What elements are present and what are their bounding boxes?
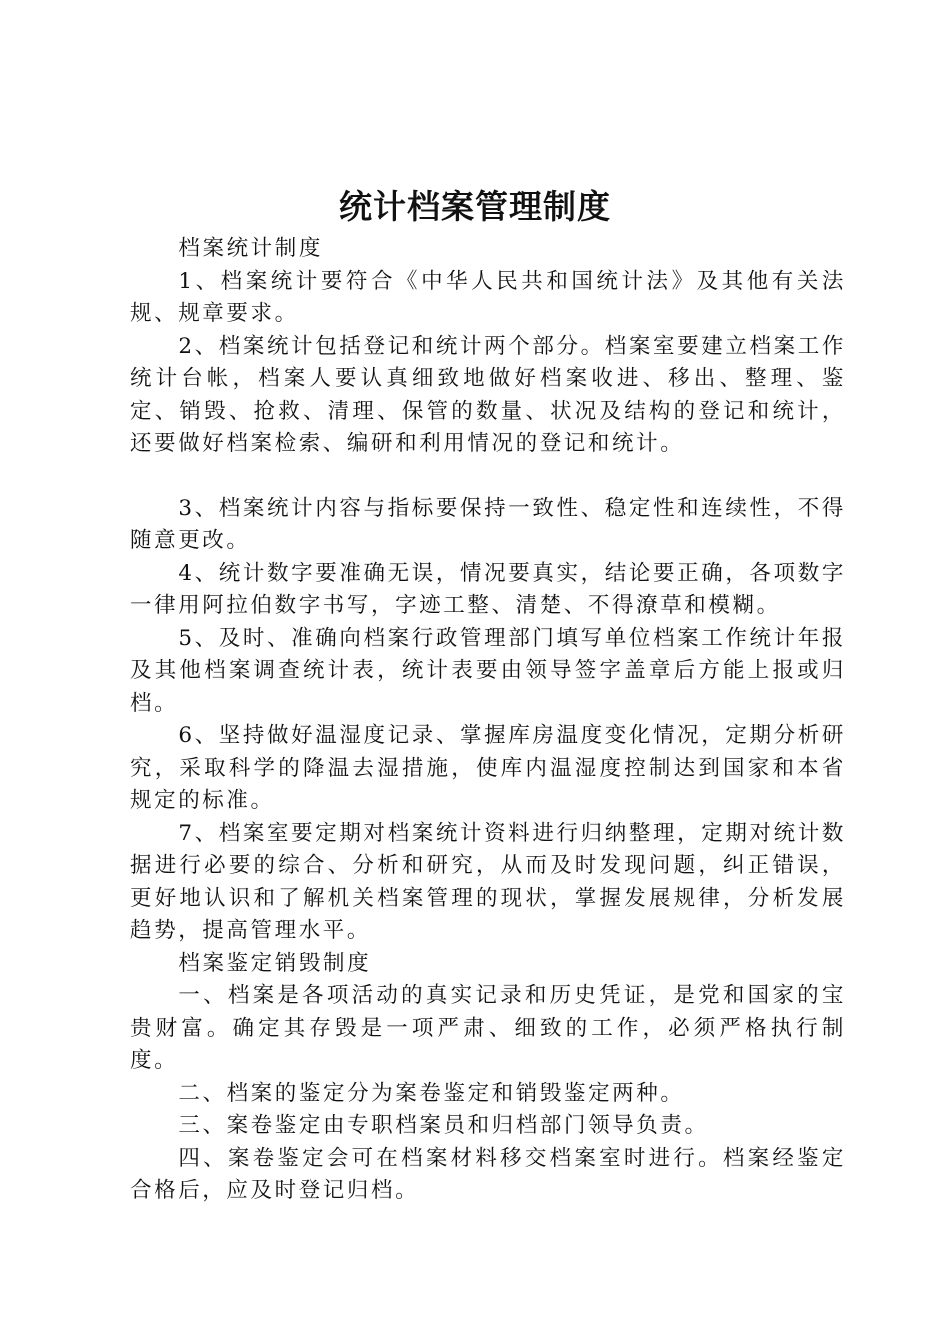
paragraph: 7、档案室要定期对档案统计资料进行归纳整理，定期对统计数据进行必要的综合、分析和研究，从而及时发现问题，纠正错误，更好地认识和了解机关档案管理的现状，掌握发展规律，分析发展趋势，提高管理水平。 bbox=[130, 820, 846, 943]
paragraph: 5、及时、准确向档案行政管理部门填写单位档案工作统计年报及其他档案调查统计表，统计表要由领导签字盖章后方能上报或归档。 bbox=[130, 625, 846, 716]
paragraph: 1、档案统计要符合《中华人民共和国统计法》及其他有关法规、规章要求。 bbox=[130, 268, 846, 326]
paragraph: 6、坚持做好温湿度记录、掌握库房温度变化情况，定期分析研究，采取科学的降温去湿措施，使库内温湿度控制达到国家和本省规定的标准。 bbox=[130, 723, 846, 813]
section-heading-appraisal: 档案鉴定销毁制度 bbox=[178, 950, 372, 976]
paragraph: 三、案卷鉴定由专职档案员和归档部门领导负责。 bbox=[178, 1113, 709, 1138]
section-heading-statistics: 档案统计制度 bbox=[178, 236, 323, 261]
paragraph: 3、档案统计内容与指标要保持一致性、稳定性和连续性，不得随意更改。 bbox=[130, 495, 846, 553]
paragraph: 4、统计数字要准确无误，情况要真实，结论要正确，各项数字一律用阿拉伯数字书写，字迹工整、清楚、不得潦草和模糊。 bbox=[130, 560, 846, 618]
paragraph: 四、案卷鉴定会可在档案材料移交档案室时进行。档案经鉴定合格后，应及时登记归档。 bbox=[130, 1145, 846, 1203]
paragraph: 2、档案统计包括登记和统计两个部分。档案室要建立档案工作统计台帐，档案人要认真细致地做好档案收进、移出、整理、鉴定、销毁、抢救、清理、保管的数量、状况及结构的登记和统计，还要做好档案检索、编研和利用情况的登记和统计。 bbox=[130, 333, 846, 456]
document-title: 统计档案管理制度 bbox=[339, 187, 611, 226]
document-body bbox=[130, 233, 846, 1208]
paragraph: 二、档案的鉴定分为案卷鉴定和销毁鉴定两种。 bbox=[178, 1080, 685, 1106]
paragraph: 一、档案是各项活动的真实记录和历史凭证，是党和国家的宝贵财富。确定其存毁是一项严肃、细致的工作，必须严格执行制度。 bbox=[130, 983, 846, 1073]
